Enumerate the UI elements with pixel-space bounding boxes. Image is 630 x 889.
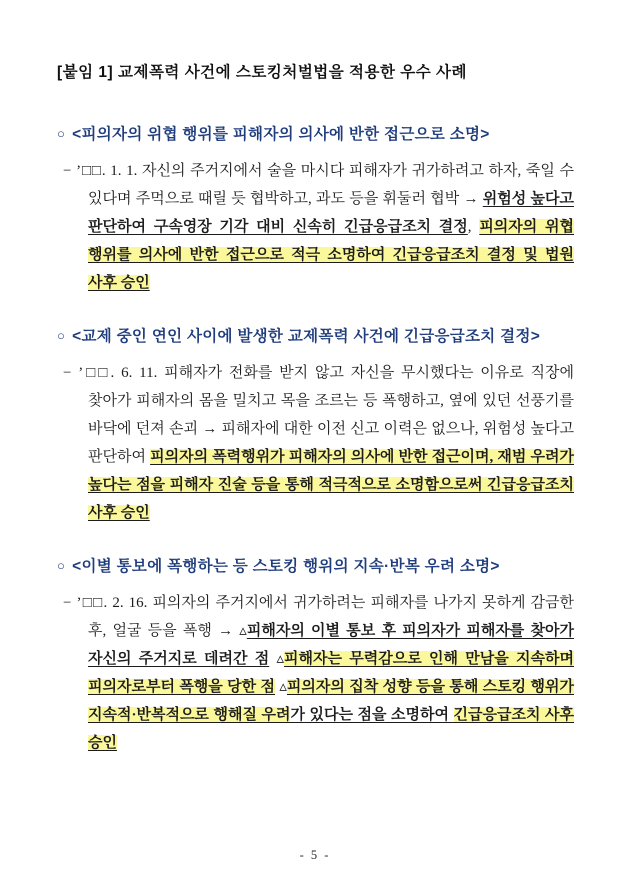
section-breakup-assault <box>57 554 574 757</box>
document-title: [붙임 1] 교제폭력 사건에 스토킹처벌법을 적용한 우수 사례 <box>57 64 467 81</box>
page-number: - 5 - <box>299 848 331 862</box>
case-paragraph <box>63 359 574 527</box>
circle-bullet-icon: ○ <box>57 328 66 343</box>
text-segment-mark: 피의자의 폭력행위가 피해자의 의사에 반한 접근이며, 재범 우려가 높다는 점을 피해자 진술 등을 통해 적극적으로 소명함으로써 긴급응급조치 사후 승인 <box>88 449 574 521</box>
section-heading <box>57 324 574 346</box>
text-segment-emph: 피해자의 이별 통보 후 피의자가 피해자를 찾아가 자신의 주거지로 데려간 점 <box>88 623 574 667</box>
section-heading <box>57 122 574 144</box>
circle-bullet-icon: ○ <box>57 126 66 141</box>
section-heading-text: <이별 통보에 폭행하는 등 스토킹 행위의 지속·반복 우려 소명> <box>72 558 500 575</box>
case-paragraph <box>63 589 574 757</box>
circle-bullet-icon: ○ <box>57 558 66 573</box>
section-dating-violence <box>57 324 574 527</box>
section-heading-text: <피의자의 위협 행위를 피해자의 의사에 반한 접근으로 소명> <box>72 126 490 143</box>
text-segment-plain: − ’□□. 2. 16. 피의자의 주거지에서 귀가하려는 피해자를 나가지 못하게 감금한 후, 얼굴 등을 폭행 → ▵ <box>63 595 574 639</box>
text-segment-emph: 가 있다는 점을 소명하여 <box>290 707 454 723</box>
case-paragraph <box>63 157 574 297</box>
text-segment-plain: ▵ <box>269 651 285 667</box>
text-segment-emph: 위험성 높다고 판단하여 구속영장 기각 대비 신속히 긴급응급조치 결정 <box>88 191 574 235</box>
text-segment-mark: 긴급응급조치 사후 승인 <box>88 707 575 751</box>
text-segment-plain: − ’□□. 1. 1. 자신의 주거지에서 술을 마시다 피해자가 귀가하려고 하자, 죽일 수 있다며 주먹으로 때릴 듯 협박하고, 과도 등을 휘둘러 협박 → <box>63 163 574 207</box>
section-heading-text: <교제 중인 연인 사이에 발생한 교제폭력 사건에 긴급응급조치 결정> <box>72 328 541 345</box>
section-threat-approach <box>57 122 574 297</box>
text-segment-mark: 피의자의 위협 행위를 의사에 반한 접근으로 적극 소명하여 긴급응급조치 결정 및 법원 사후 승인 <box>88 219 575 291</box>
text-segment-plain: , <box>467 219 480 235</box>
text-segment-plain: − ’□□. 6. 11. 피해자가 전화를 받지 않고 자신을 무시했다는 이유로 직장에 찾아가 피해자의 몸을 밀치고 목을 조르는 등 폭행하고, 옆에 있던 선풍기를 바닥에 던져 손괴 → 피해자에 대한 이전 신고 이력은 없으나, 위험성 높다고 판단하여 <box>63 365 574 465</box>
text-segment-mark: 피의자의 집착 성향 등을 통해 스토킹 행위가 지속적·반복적으로 행해질 우려 <box>88 679 574 723</box>
section-heading <box>57 554 574 576</box>
text-segment-mark: 피해자는 무력감으로 인해 만남을 지속하며 피의자로부터 폭행을 당한 점 <box>88 651 574 695</box>
text-segment-plain: ▵ <box>275 679 287 695</box>
